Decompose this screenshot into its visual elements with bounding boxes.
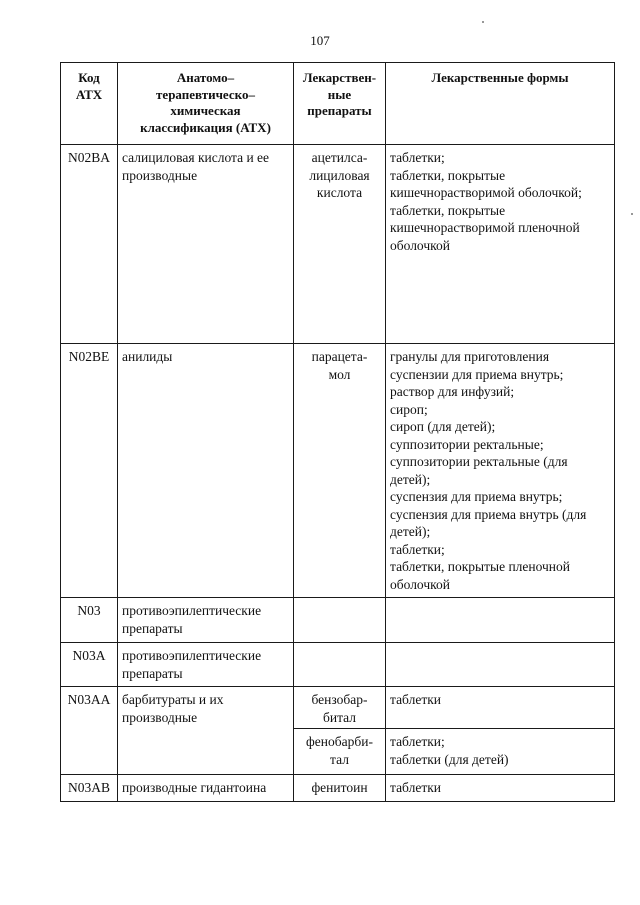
- table-header-row: [61, 63, 615, 145]
- scan-speck: [631, 213, 633, 215]
- cell-classification: противоэпилептические препараты: [118, 643, 294, 687]
- table-row: [61, 775, 615, 802]
- cell-drug: фенобарби- тал: [294, 729, 386, 775]
- atx-table: [60, 62, 615, 802]
- cell-forms: таблетки; таблетки (для детей): [386, 729, 615, 775]
- header-drugs: Лекарствен- ные препараты: [294, 63, 386, 145]
- cell-code: N02BE: [61, 344, 118, 598]
- cell-code: N02BA: [61, 145, 118, 344]
- table-row: [61, 344, 615, 598]
- header-forms: Лекарственные формы: [386, 63, 615, 145]
- cell-drug: фенитоин: [294, 775, 386, 802]
- cell-classification: производные гидантоина: [118, 775, 294, 802]
- cell-code: N03: [61, 598, 118, 643]
- scan-speck: [482, 21, 484, 23]
- cell-classification: салициловая кислота и ее производные: [118, 145, 294, 344]
- table-row: [61, 687, 615, 729]
- header-classification: Анатомо– терапевтическо– химическая классификация (АТХ): [118, 63, 294, 145]
- cell-forms: [386, 643, 615, 687]
- cell-drug: ацетилса- лициловая кислота: [294, 145, 386, 344]
- cell-forms: гранулы для приготовления суспензии для приема внутрь; раствор для инфузий; сироп; сироп (для детей); суппозитории ректальные; суппозитории ректальные (для детей); суспензия для приема внутрь; суспензия для приема внутрь (для детей); таблетки; таблетки, покрытые пленочной оболочкой: [386, 344, 615, 598]
- table-row: [61, 643, 615, 687]
- cell-code: N03AA: [61, 687, 118, 775]
- cell-classification: противоэпилептические препараты: [118, 598, 294, 643]
- table-row: [61, 598, 615, 643]
- table-row: [61, 145, 615, 344]
- cell-classification: барбитураты и их производные: [118, 687, 294, 775]
- page-number: 107: [310, 33, 330, 48]
- cell-classification: анилиды: [118, 344, 294, 598]
- cell-forms: [386, 598, 615, 643]
- cell-drug: парацета- мол: [294, 344, 386, 598]
- cell-code: N03A: [61, 643, 118, 687]
- cell-forms: таблетки; таблетки, покрытые кишечнорастворимой оболочкой; таблетки, покрытые кишечнорастворимой пленочной оболочкой: [386, 145, 615, 344]
- cell-drug: бензобар- битал: [294, 687, 386, 729]
- cell-drug: [294, 643, 386, 687]
- cell-code: N03AB: [61, 775, 118, 802]
- cell-forms: таблетки: [386, 687, 615, 729]
- cell-drug: [294, 598, 386, 643]
- header-code: Код АТХ: [61, 63, 118, 145]
- cell-forms: таблетки: [386, 775, 615, 802]
